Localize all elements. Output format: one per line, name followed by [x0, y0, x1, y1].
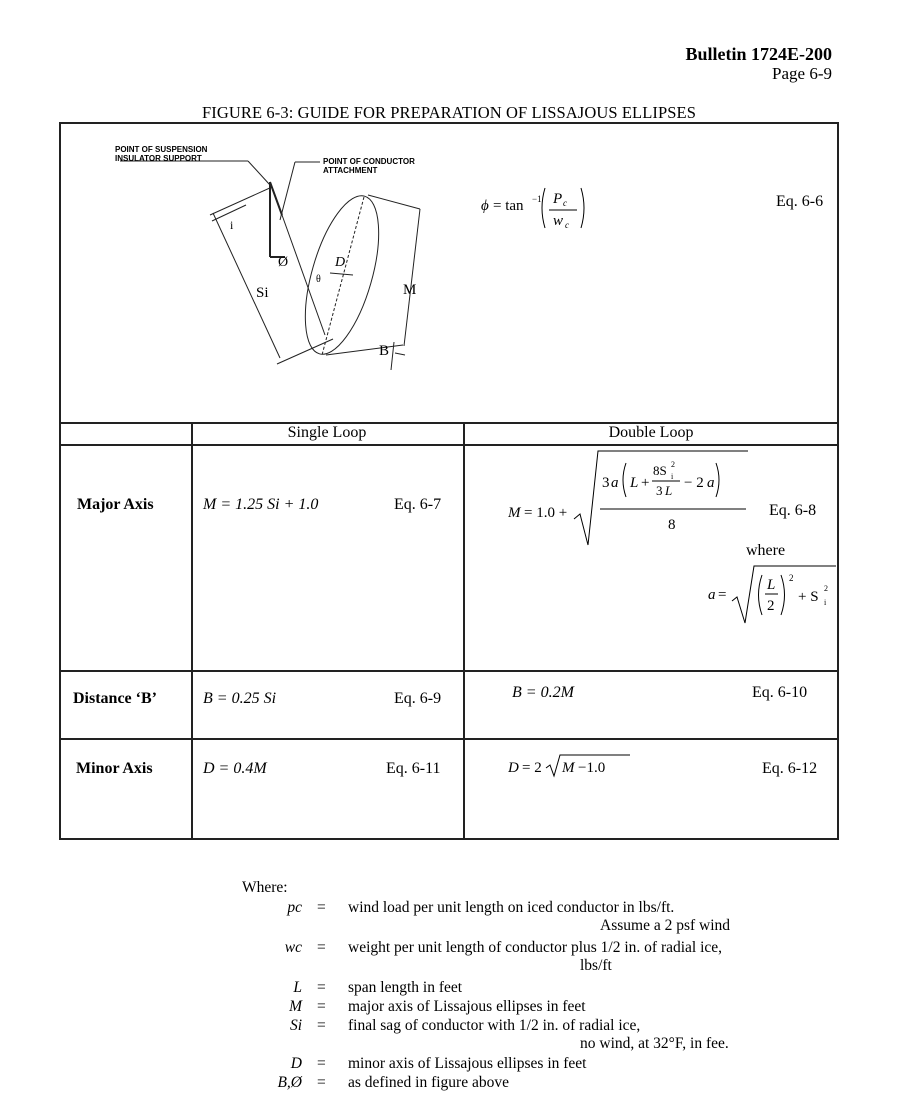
eq-6-12-formula: [508, 752, 638, 787]
svg-text:+: +: [641, 475, 650, 491]
svg-text:M: M: [508, 505, 521, 521]
svg-text:w: w: [553, 213, 564, 229]
svg-text:− 2: − 2: [684, 475, 704, 491]
svg-text:c: c: [565, 220, 569, 230]
legend-definition: as defined in figure above: [348, 1074, 509, 1091]
legend-where: Where:: [242, 879, 288, 896]
legend-symbol: pc: [287, 899, 302, 916]
divider: [61, 444, 837, 446]
legend-definition-cont: no wind, at 32°F, in fee.: [580, 1035, 729, 1052]
svg-text:2: 2: [824, 584, 828, 593]
eq-6-7-formula: M = 1.25 Si + 1.0: [203, 496, 319, 513]
diagram-svg: [120, 145, 465, 380]
bulletin-number: Bulletin 1724E-200: [685, 44, 832, 64]
label-D: D: [335, 255, 346, 270]
legend-definition: span length in feet: [348, 979, 463, 996]
divider: [463, 422, 465, 838]
legend-definition-cont: Assume a 2 psf wind: [600, 917, 731, 934]
legend-item: M = major axis of Lissajous ellipses in feet: [262, 998, 862, 1017]
svg-text:−1: −1: [532, 194, 542, 204]
legend-symbol: wc: [284, 939, 302, 956]
legend-item: B,Ø = as defined in figure above: [262, 1074, 862, 1093]
eq-6-11-number: Eq. 6-11: [386, 760, 441, 777]
svg-text:−1.0: −1.0: [578, 760, 606, 776]
legend-definition: final sag of conductor with 1/2 in. of radial ice,: [348, 1017, 641, 1034]
figure-title: FIGURE 6-3: GUIDE FOR PREPARATION OF LISSAJOUS ELLIPSES: [202, 103, 696, 122]
label-theta: θ: [316, 274, 321, 285]
legend-symbol: L: [293, 979, 302, 996]
label-i: i: [230, 218, 234, 232]
eq-6-6-number: Eq. 6-6: [776, 193, 824, 210]
eq-6-8-formula: [508, 447, 758, 552]
svg-text:L: L: [630, 475, 639, 491]
eq-6-9-formula: B = 0.25 Si: [203, 690, 277, 707]
legend-item: L = span length in feet: [262, 979, 862, 998]
eq-6-12-number: Eq. 6-12: [762, 760, 818, 777]
row-label-distance-b: Distance ‘B’: [73, 690, 157, 707]
legend-item: pc = wind load per unit length on iced conductor in lbs/ft. Assume a 2 psf wind: [262, 899, 862, 939]
svg-text:M: M: [562, 760, 575, 776]
svg-text:2: 2: [671, 460, 675, 469]
legend-list: [262, 899, 862, 1093]
svg-text:i: i: [824, 598, 827, 607]
label-attachment: POINT OF CONDUCTOR ATTACHMENT: [323, 157, 415, 175]
eq-6-6-formula: [481, 182, 611, 241]
legend-definition-cont: lbs/ft: [580, 957, 612, 974]
row-label-minor-axis: Minor Axis: [76, 760, 153, 777]
eq-6-9-number: Eq. 6-9: [394, 690, 442, 707]
legend-symbol: B,Ø: [277, 1074, 302, 1091]
svg-text:= 1.0 +: = 1.0 +: [524, 505, 568, 521]
svg-text:8S: 8S: [653, 463, 667, 478]
svg-text:a: a: [708, 587, 716, 603]
svg-text:D: D: [508, 760, 519, 776]
legend-item: wc = weight per unit length of conductor plus 1/2 in. of radial ice, lbs/ft: [262, 939, 862, 979]
label-B: B: [379, 343, 390, 359]
svg-text:2: 2: [789, 573, 794, 583]
divider: [61, 738, 837, 740]
legend-definition: weight per unit length of conductor plus 1/2 in. of radial ice,: [348, 939, 723, 956]
legend-symbol: D: [290, 1055, 302, 1072]
svg-text:= 2: = 2: [522, 760, 542, 776]
svg-text:i: i: [671, 472, 674, 481]
lissajous-diagram: [115, 145, 465, 380]
label-phi: Ø: [278, 255, 289, 270]
legend-definition: major axis of Lissajous ellipses in feet: [348, 998, 586, 1015]
legend-symbol: Si: [289, 1017, 302, 1034]
svg-text:3: 3: [656, 483, 663, 498]
legend-item: Si = final sag of conductor with 1/2 in. of radial ice, no wind, at 32°F, in fee.: [262, 1017, 862, 1055]
svg-text:P: P: [553, 191, 563, 207]
eq-a-formula: [708, 563, 838, 632]
svg-text:2: 2: [767, 598, 775, 614]
legend-definition: minor axis of Lissajous ellipses in feet: [348, 1055, 587, 1072]
svg-text:3: 3: [602, 475, 610, 491]
column-header-single-loop: Single Loop: [287, 424, 367, 441]
svg-text:8: 8: [668, 517, 676, 533]
svg-text:+ S: + S: [798, 589, 819, 605]
divider: [191, 422, 193, 838]
eq-6-8-number: Eq. 6-8: [769, 502, 817, 519]
eq-6-11-formula: D = 0.4M: [203, 760, 267, 777]
where-label: where: [746, 542, 786, 559]
eq-6-10-formula: B = 0.2M: [512, 684, 574, 701]
eq-6-7-number: Eq. 6-7: [394, 496, 442, 513]
label-si: Si: [256, 285, 269, 301]
svg-text:=: =: [718, 587, 727, 603]
legend-item: D = minor axis of Lissajous ellipses in feet: [262, 1055, 862, 1074]
svg-text:ϕ: ϕ: [481, 198, 489, 214]
svg-text:L: L: [767, 577, 776, 593]
svg-text:= tan: = tan: [493, 198, 524, 214]
label-suspension: POINT OF SUSPENSION INSULATOR SUPPORT: [115, 145, 208, 163]
row-label-major-axis: Major Axis: [77, 496, 154, 513]
label-M: M: [403, 282, 417, 298]
svg-text:c: c: [563, 198, 567, 208]
legend-definition: wind load per unit length on iced conductor in lbs/ft.: [348, 899, 675, 916]
divider: [61, 670, 837, 672]
legend-symbol: M: [289, 998, 302, 1015]
eq-6-10-number: Eq. 6-10: [752, 684, 808, 701]
svg-text:L: L: [665, 483, 673, 498]
page-number: Page 6-9: [772, 64, 832, 83]
svg-text:a: a: [707, 475, 715, 491]
column-header-double-loop: Double Loop: [608, 424, 694, 441]
svg-text:a: a: [611, 475, 619, 491]
